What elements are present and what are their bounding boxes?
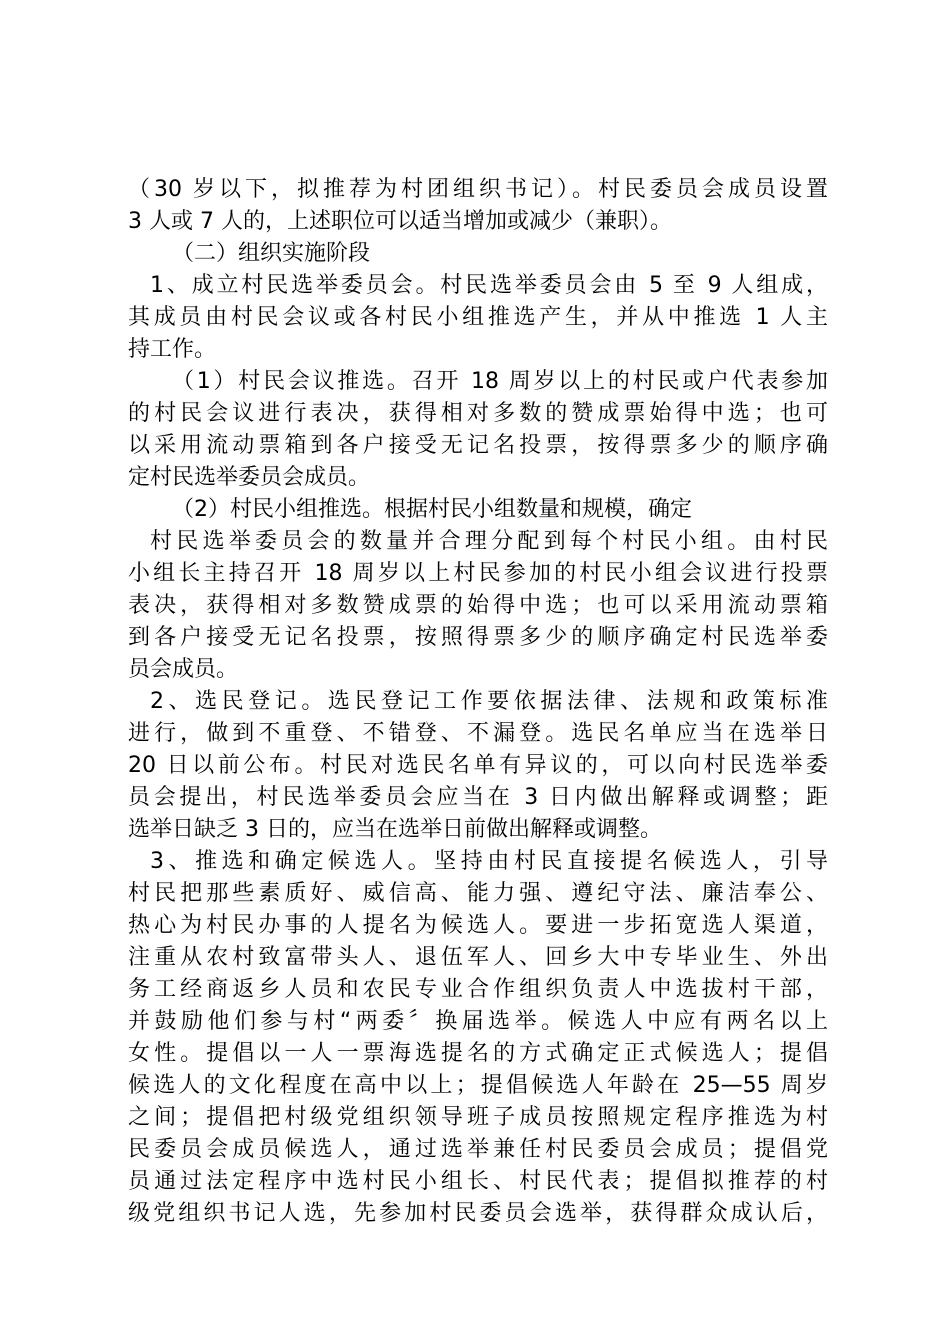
- text-line: 进行，做到不重登、不错登、不漏登。选民名单应当在选举日: [128, 721, 828, 746]
- text-line: （30 岁以下，拟推荐为村团组织书记）。村民委员会成员设置: [128, 177, 828, 202]
- text-line: 级党组织书记人选，先参加村民委员会选举，获得群众成认后，: [128, 1201, 828, 1226]
- text-line: 民委员会成员候选人，通过选举兼任村民委员会成员；提倡党: [128, 1137, 828, 1162]
- section-heading: （二）组织实施阶段: [172, 241, 371, 266]
- text-line: 村民把那些素质好、威信高、能力强、遵纪守法、廉洁奉公、: [128, 881, 828, 906]
- text-line: 之间；提倡把村级党组织领导班子成员按照规定程序推选为村: [128, 1105, 828, 1130]
- text-line: 3 人或 7 人的，上述职位可以适当增加或减少（兼职）。: [128, 209, 672, 234]
- text-line: 员会提出，村民选举委员会应当在 3 日内做出解释或调整；距: [128, 785, 828, 810]
- text-line: 小组长主持召开 18 周岁以上村民参加的村民小组会议进行投票: [128, 561, 828, 586]
- text-line: 以采用流动票箱到各户接受无记名投票，按得票多少的顺序确: [128, 433, 828, 458]
- text-line: 持工作。: [128, 337, 217, 362]
- text-line: 到各户接受无记名投票，按照得票多少的顺序确定村民选举委: [128, 625, 828, 650]
- text-line: 注重从农村致富带头人、退伍军人、回乡大中专毕业生、外出: [128, 945, 828, 970]
- text-line: 选举日缺乏 3 日的，应当在选举日前做出解释或调整。: [128, 817, 662, 842]
- text-line: 候选人的文化程度在高中以上；提倡候选人年龄在 25—55 周岁: [128, 1073, 828, 1098]
- text-line: 定村民选举委员会成员。: [128, 465, 371, 490]
- text-line: 表决，获得相对多数赞成票的始得中选；也可以采用流动票箱: [128, 593, 828, 618]
- body-text: [128, 174, 828, 1230]
- text-line: 员会成员。: [128, 657, 239, 682]
- text-line: 2、选民登记。选民登记工作要依据法律、法规和政策标准: [150, 689, 828, 714]
- text-line: 1、成立村民选举委员会。村民选举委员会由 5 至 9 人组成，: [150, 273, 828, 298]
- text-line: 村民选举委员会的数量并合理分配到每个村民小组。由村民: [150, 529, 828, 554]
- text-line: 3、推选和确定候选人。坚持由村民直接提名候选人，引导: [150, 849, 828, 874]
- text-line: 的村民会议进行表决，获得相对多数的赞成票始得中选；也可: [128, 401, 828, 426]
- text-line: （2）村民小组推选。根据村民小组数量和规模，确定: [172, 497, 692, 522]
- text-line: 女性。提倡以一人一票海选提名的方式确定正式候选人；提倡: [128, 1041, 828, 1066]
- text-line: （1）村民会议推选。召开 18 周岁以上的村民或户代表参加: [172, 369, 828, 394]
- text-line: 20 日以前公布。村民对选民名单有异议的，可以向村民选举委: [128, 753, 828, 778]
- text-line: 热心为村民办事的人提名为候选人。要进一步拓宽选人渠道，: [128, 913, 828, 938]
- text-line: 并鼓励他们参与村“两委〞换届选举。候选人中应有两名以上: [128, 1009, 828, 1034]
- text-line: 务工经商返乡人员和农民专业合作组织负责人中选拔村干部，: [128, 977, 828, 1002]
- text-line: 员通过法定程序中选村民小组长、村民代表；提倡拟推荐的村: [128, 1169, 828, 1194]
- text-line: 其成员由村民会议或各村民小组推选产生，并从中推选 1 人主: [128, 305, 828, 330]
